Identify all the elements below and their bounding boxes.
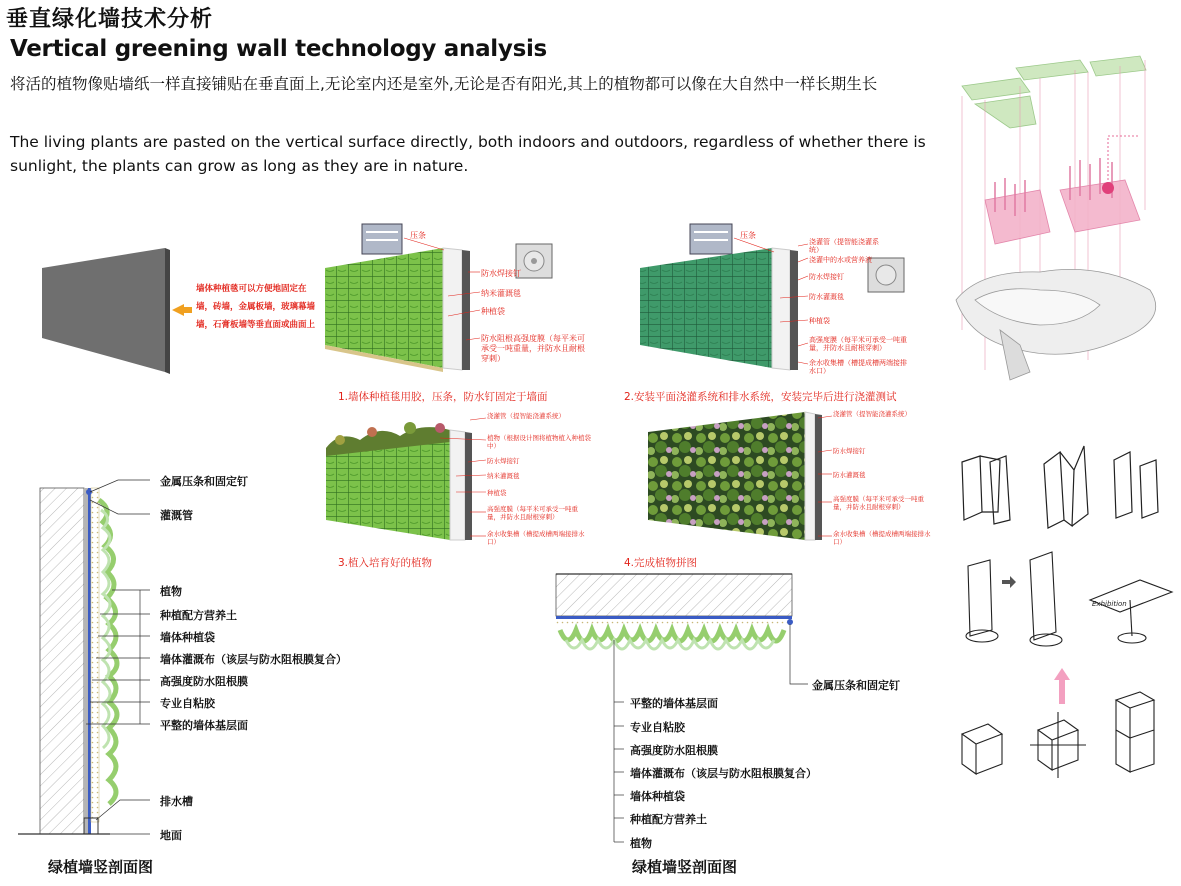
- step3-caption: 3.植入培育好的植物: [338, 557, 433, 569]
- step4-panel-image: [648, 412, 822, 540]
- step2-label: 防水灌溉毯: [809, 293, 844, 301]
- intro-note-line: 墙，石膏板墙等垂直面或曲面上: [196, 320, 316, 330]
- right-section-label: 植物: [630, 837, 652, 850]
- left-section-title: 绿植墙竖剖面图: [48, 858, 154, 876]
- right-section-label: 墙体灌溉布（该层与防水阻根膜复合）: [630, 767, 817, 780]
- left-section-label: 高强度防水阻根膜: [160, 675, 248, 688]
- step1-label: 防水焊接钉: [481, 269, 521, 278]
- left-section-drawing: [18, 488, 117, 834]
- step4-label: 浇灌管（提智能浇灌系统）: [833, 410, 911, 418]
- description-en: The living plants are pasted on the vertical surface directly, both indoors and outdoors, regardless of whether there is sunlight, the plants can grow as long as they are in nature.: [10, 133, 926, 175]
- step2-label: 高强度膜（每平米可承受一吨重量，并防水且耐根穿刺）: [809, 336, 907, 352]
- intro-note: [196, 280, 315, 334]
- right-section-title: 绿植墙竖剖面图: [632, 858, 738, 876]
- step3-label: 纳米灌溉毯: [487, 472, 520, 480]
- step3-panel-image: [326, 422, 472, 540]
- left-section-label: 排水槽: [160, 795, 193, 808]
- step2-label: 浇灌中的水或营养液: [809, 256, 872, 264]
- arrow-left-icon: [172, 304, 192, 316]
- intro-note-line: 墙，砖墙，金属板墙，玻璃幕墙: [196, 302, 316, 312]
- step3-label: 浇灌管（提智能浇灌系统）: [487, 412, 565, 420]
- sketch-cube-evolution: [962, 692, 1154, 778]
- step4-label: 高强度膜（每平米可承受一吨重量，并防水且耐根穿刺）: [833, 495, 924, 511]
- blank-wall-panel: [42, 248, 170, 374]
- step1-label: 防水阻根高强度膜（每平米可承受一吨重量，并防水且耐根穿刺）: [481, 334, 585, 363]
- left-section-label: 种植配方营养土: [160, 609, 237, 622]
- step3-label: 余水收集槽（槽提成槽两端接排水口）: [487, 530, 585, 546]
- step3-label: 防水焊接钉: [487, 457, 520, 465]
- left-section-label: 平整的墙体基层面: [160, 719, 248, 732]
- step4-label: 防水灌溉毯: [833, 471, 866, 479]
- arrow-up-icon: [1054, 668, 1070, 704]
- left-section-label: 专业自粘胶: [160, 697, 215, 710]
- step4-caption: 4.完成植物拼图: [624, 557, 698, 569]
- step3-label: 植物（根据设计图将植物植入种植袋中）: [487, 434, 591, 450]
- left-section-label: 墙体种植袋: [160, 631, 215, 644]
- step4-label: 防水焊接钉: [833, 447, 866, 455]
- step3-label: 高强度膜（每平米可承受一吨重量，并防水且耐根穿刺）: [487, 505, 578, 521]
- right-section-label: 金属压条和固定钉: [812, 679, 900, 692]
- step1-label: 种植袋: [481, 307, 505, 316]
- sketch-folding-panels: [962, 446, 1158, 528]
- sketch-rotating-panels: [966, 552, 1172, 646]
- step2-caption: 2.安装平面浇灌系统和排水系统，安装完毕后进行浇灌测试: [624, 391, 897, 403]
- step2-label: 浇灌管（提智能浇灌系统）: [809, 238, 879, 254]
- arrow-right-icon: [1002, 576, 1016, 588]
- right-section-label: 种植配方营养土: [630, 813, 707, 826]
- right-section-label: 平整的墙体基层面: [630, 697, 718, 710]
- right-section-label: 专业自粘胶: [630, 721, 685, 734]
- page-title-cn: 垂直绿化墙技术分析: [6, 7, 214, 32]
- left-section-label: 金属压条和固定钉: [160, 475, 248, 488]
- step1-label: 纳米灌溉毯: [481, 289, 521, 298]
- step2-label: 压条: [740, 231, 756, 240]
- left-section-label: 植物: [160, 585, 182, 598]
- step1-label: 压条: [410, 231, 426, 240]
- left-section-label: 墙体灌溉布（该层与防水阻根膜复合）: [160, 653, 347, 666]
- right-section-drawing: [556, 574, 793, 649]
- right-section-label: 高强度防水阻根膜: [630, 744, 718, 757]
- step2-label: 余水收集槽（槽提成槽两端接排水口）: [809, 359, 907, 375]
- exploded-axonometric-diagram: [956, 56, 1156, 380]
- sketch-note: Exhibition: [1092, 600, 1127, 608]
- step4-label: 余水收集槽（槽提成槽两端接排水口）: [833, 530, 931, 546]
- left-section-label: 灌溉管: [160, 509, 193, 522]
- step1-caption: 1.墙体种植毯用胶，压条，防水钉固定于墙面: [338, 391, 548, 403]
- right-section-label: 墙体种植袋: [630, 790, 685, 803]
- description-cn: 将活的植物像贴墙纸一样直接铺贴在垂直面上,无论室内还是室外,无论是否有阳光,其上的植物都可以像在大自然中一样长期生长: [10, 75, 878, 93]
- step2-label: 种植袋: [809, 317, 830, 325]
- page-title-en: Vertical greening wall technology analysis: [10, 36, 547, 62]
- step2-label: 防水焊接钉: [809, 273, 844, 281]
- step3-label: 种植袋: [487, 489, 507, 497]
- intro-note-line: 墙体种植毯可以方便地固定在: [196, 284, 307, 294]
- left-section-label: 地面: [160, 829, 182, 842]
